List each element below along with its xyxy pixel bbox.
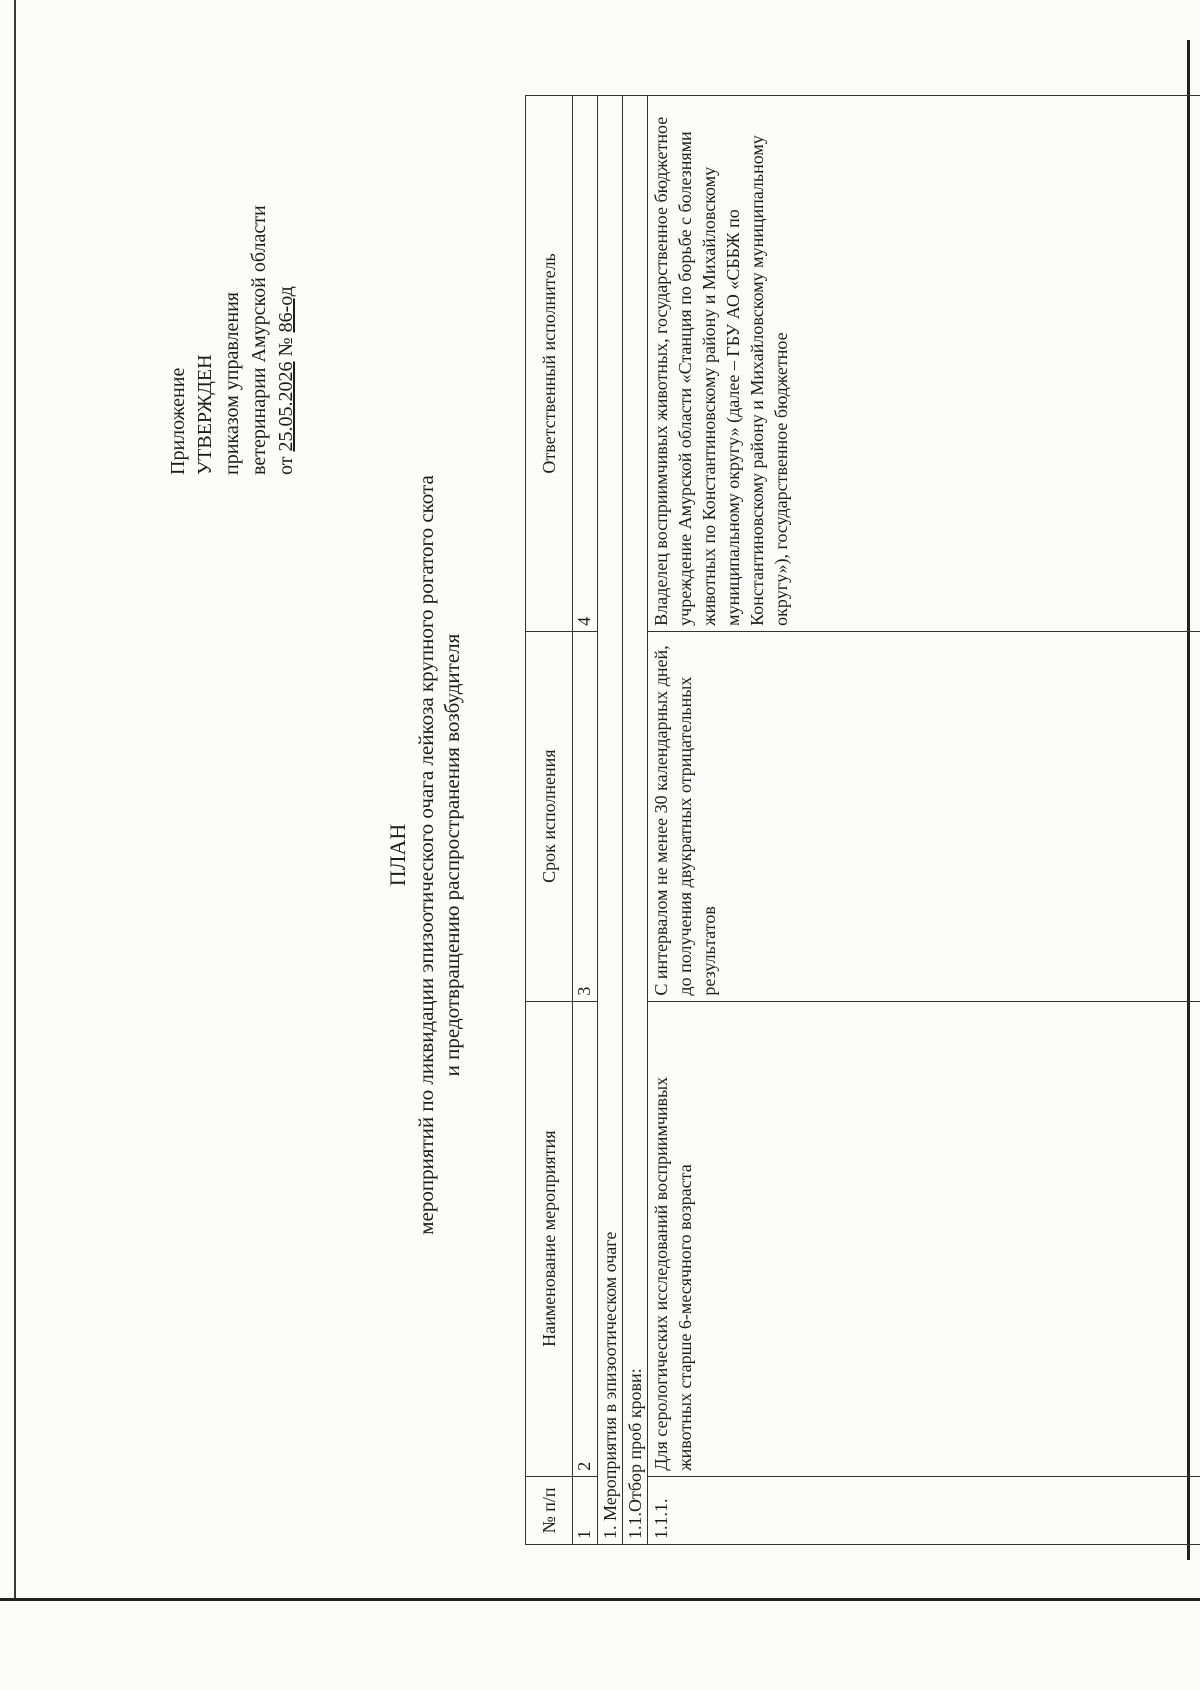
approval-approved: УТВЕРЖДЕН <box>194 354 216 475</box>
approval-block <box>165 205 300 475</box>
header-deadline: Срок исполнения <box>526 631 573 1001</box>
column-number-row <box>573 96 598 1545</box>
approval-date-line: от 25.05.2026 № 86-од <box>275 286 297 475</box>
title-line-2: и предотвращению распространения возбудителя <box>440 633 464 1077</box>
row-deadline: С интервалом не менее 30 календарных дней, до получения двукратных отрицательных результатов <box>648 631 1200 1001</box>
title-plan: ПЛАН <box>385 823 410 887</box>
section-1-1-heading: 1.1.Отбор проб крови: <box>623 96 648 1545</box>
approval-order: приказом управления <box>221 292 243 475</box>
header-name: Наименование мероприятия <box>526 1001 573 1476</box>
table-header-row <box>526 96 573 1545</box>
approval-date: 25.05.2026 <box>275 361 297 452</box>
row-name: Для серологических исследований восприимчивых животных старше 6-месячного возраста <box>648 1001 1200 1476</box>
col-num-4: 4 <box>573 96 598 632</box>
header-number: № п/п <box>526 1476 573 1544</box>
document-title <box>385 365 465 1345</box>
col-num-2: 2 <box>573 1001 598 1476</box>
title-line-1: мероприятий по ликвидации эпизоотического очага лейкоза крупного рогатого скота <box>414 475 438 1235</box>
approval-number: 86-од <box>275 286 297 333</box>
section-1-heading: 1. Мероприятия в эпизоотическом очаге <box>598 96 623 1545</box>
table-row <box>648 96 1200 1545</box>
row-executor: Владелец восприимчивых животных, государственное бюджетное учреждение Амурской области «Станция по борьбе с болезнями животных по Константиновскому району и Михайловскому муниципальному округу» (далее – ГБУ АО «СББЖ по Константиновскому району и Михайловскому муниципальному округу»), государственное бюджетное <box>648 96 1200 632</box>
approval-appendix: Приложение <box>167 367 189 475</box>
col-num-3: 3 <box>573 631 598 1001</box>
scan-left-edge <box>14 0 16 1600</box>
header-executor: Ответственный исполнитель <box>526 96 573 632</box>
plan-table <box>525 95 1200 1545</box>
col-num-1: 1 <box>573 1476 598 1544</box>
document-page <box>40 95 1020 1545</box>
subsection-row <box>623 96 648 1545</box>
row-number: 1.1.1. <box>648 1476 1200 1544</box>
section-row <box>598 96 623 1545</box>
approval-authority: ветеринарии Амурской области <box>248 205 270 475</box>
scan-bottom-edge <box>0 1598 1200 1601</box>
